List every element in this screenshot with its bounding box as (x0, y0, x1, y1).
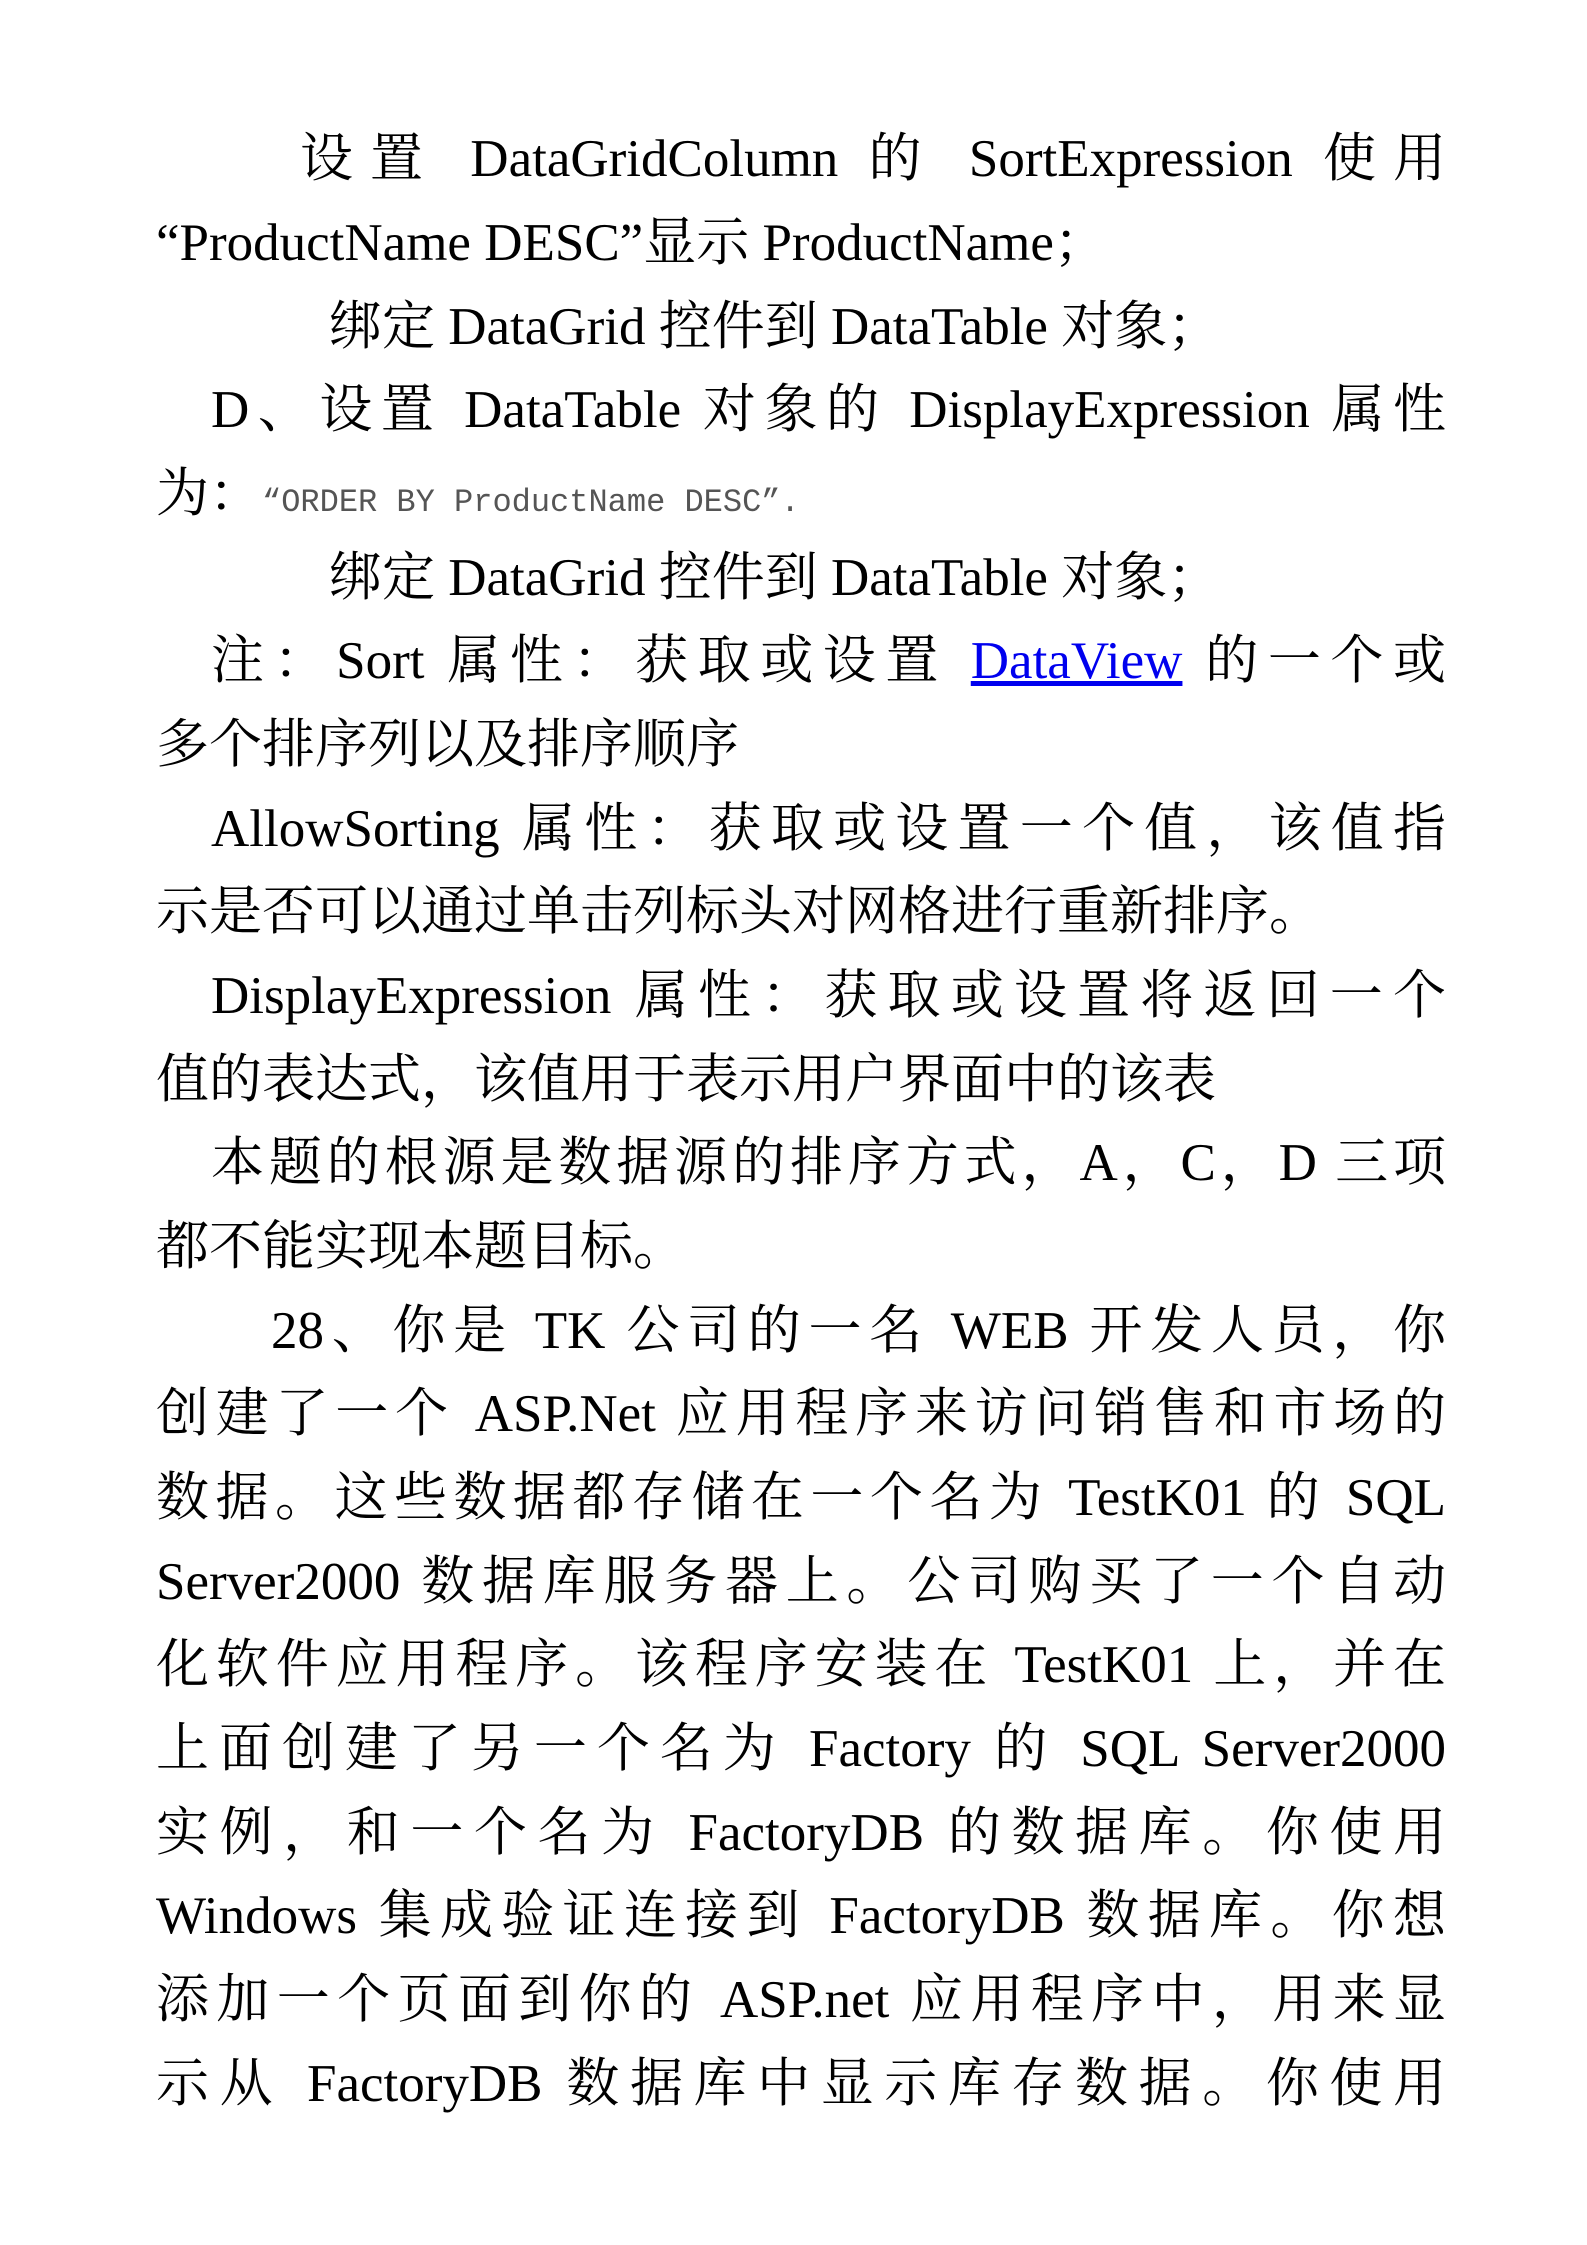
text-line: 绑定 DataGrid 控件到 DataTable 对象； (329, 298, 1221, 356)
text-fragment: 为： (156, 465, 262, 523)
text-line: DisplayExpression 属性：获取或设置将返回一个 (211, 967, 1446, 1025)
dataview-link[interactable]: DataView (970, 632, 1183, 690)
text-line: “ProductName DESC”显示 ProductName； (156, 214, 1107, 272)
text-line: AllowSorting 属性：获取或设置一个值，该值指 (211, 800, 1446, 858)
text-line: Windows 集成验证连接到 FactoryDB 数据库。你想 (156, 1887, 1446, 1945)
text-line: Server2000 数据库服务器上。公司购买了一个自动 (156, 1553, 1446, 1611)
text-fragment: 注：Sort 属性：获取或设置 (211, 632, 971, 690)
text-line: 化软件应用程序。该程序安装在 TestK01 上，并在 (156, 1636, 1446, 1694)
text-line: 上面创建了另一个名为 Factory 的 SQL Server2000 (156, 1720, 1446, 1778)
text-line: 多个排序列以及排序顺序 (156, 716, 739, 774)
text-line: 设置 DataGridColumn 的 SortExpression 使用 (300, 130, 1446, 188)
text-line: 示从 FactoryDB 数据库中显示库存数据。你使用 (156, 2055, 1446, 2113)
text-line: 值的表达式，该值用于表示用户界面中的该表 (156, 1051, 1216, 1109)
text-line: 实例，和一个名为 FactoryDB 的数据库。你使用 (156, 1804, 1446, 1862)
text-line: 示是否可以通过单击列标头对网格进行重新排序。 (156, 883, 1322, 941)
text-line: 绑定 DataGrid 控件到 DataTable 对象； (329, 549, 1221, 607)
text-line: 创建了一个 ASP.Net 应用程序来访问销售和市场的 (156, 1385, 1446, 1443)
text-line (156, 452, 1446, 536)
text-line: 都不能实现本题目标。 (156, 1218, 686, 1276)
question-28-line: 28、你是 TK 公司的一名 WEB 开发人员，你 (271, 1302, 1446, 1360)
text-line (211, 619, 1446, 703)
text-line: 添加一个页面到你的 ASP.net 应用程序中，用来显 (156, 1971, 1446, 2029)
text-line: 数据。这些数据都存储在一个名为 TestK01 的 SQL (156, 1469, 1446, 1527)
text-fragment: 的一个或 (1182, 632, 1446, 690)
text-line: D、设置 DataTable 对象的 DisplayExpression 属性 (211, 381, 1446, 439)
text-line: 本题的根源是数据源的排序方式，A，C，D 三项 (211, 1134, 1446, 1192)
code-snippet: “ORDER BY ProductName DESC”. (262, 484, 800, 521)
